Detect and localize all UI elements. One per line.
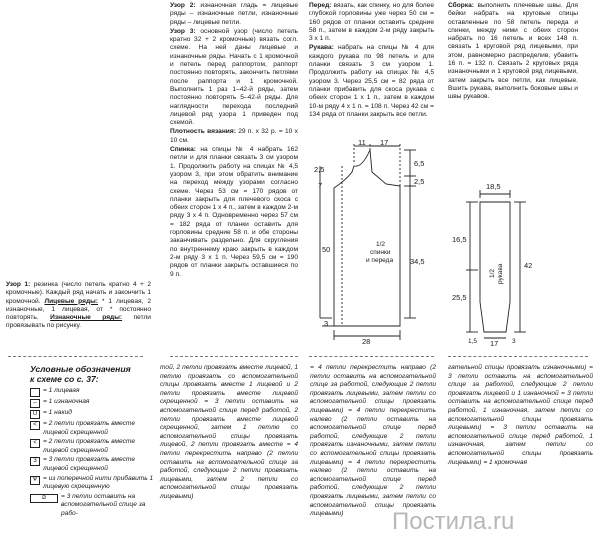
sleeve-dim-left-top: 16,5: [452, 235, 467, 244]
purl-symbol-icon: –: [30, 399, 40, 408]
lic-label: Лицевые ряды:: [44, 297, 98, 305]
legend-item: < = 2 петли провязать вместе лицевой скрещенной: [30, 438, 156, 455]
plotnost-label: Плотность вязания:: [170, 128, 236, 136]
legend-continuation-3: гательной спицы провязать изнаночными) = 3 петли оставить на вспомогательной спице за работой, следующие 2 петли провязать лицевой и 1 изнаночной = 3 петли оставить на вспомогательной спице перед работой, 1 изнаночная, затем петли со вспомогательной спицы провязать лицевыми) = 3 петли оставить на вспомогательной спице перед работой, 1 изнаночная, затем петли со вспомогательной спицы провязать лицевыми) = 1 кромочная: [448, 364, 593, 466]
dim-left-top: 2,5: [314, 165, 325, 174]
uzor2-text: изнаночная гладь = лицевые ряды – изнаночные петли, изнаночные ряды – лицевые петли.: [170, 2, 298, 26]
legend-continuation-1: той, 2 петли провязать вместе лицевой, 1 петлю провязать со вспомогательной спицы провязать вместе 1 лицевой и 2 петли провязать вместе лицевой скрещенной = 3 петли оставить на вспомогательной спице перед работой, 2 петли провязать вместе лицевой скрещенной, затем 1 петлю со вспомогательной спицы провязать лицевой, 2 петли провязать вместе = 4 петли перекрестить направо (2 петли оставить на вспомогательной спице за работой, следующие 2 петли провязать лицевыми, затем 2 петли со вспомогательной спицы провязать лицевыми): [160, 364, 298, 500]
body-pattern-diagram: [314, 140, 432, 346]
increase-symbol-icon: ᗐ: [30, 476, 40, 485]
sleeve-outline: [480, 202, 510, 332]
sleeve-pattern-diagram: [450, 172, 550, 346]
dim-right-top: 6,5: [414, 159, 425, 168]
dim-height-left: 50: [322, 245, 331, 254]
symbol-legend: [30, 364, 156, 520]
dim-bottom-width: 28: [362, 337, 371, 346]
three-together-symbol-icon: 3: [30, 457, 40, 466]
body-outline: [334, 150, 400, 326]
legend-continuation-2: = 4 петли перекрестить направо (2 петли оставить на вспомогательной спице за работой, следующие 2 петли провязать лицевыми, затем петли со вспомогательной спицы провязать лицевыми) = 4 петли перекрестить налево (2 петли оставить на вспомогательной спице перед работой, следующие 2 петли провязать изнаночными, затем петли со вспомогательной спицы провязать лицевыми) = 4 петли перекрестить налево (2 петли оставить на вспомогательной спице перед работой, следующие 2 петли провязать лицевыми, затем петли со вспомогательной спицы провязать лицевыми): [310, 364, 436, 518]
legend-item: U = 1 накид: [30, 409, 156, 419]
separator-line-1: [8, 356, 143, 357]
cable-symbol-icon: ⧄: [30, 494, 58, 503]
uzor1-text: резинка (число петель кратно 4 + 2 кромочные). Каждый ряд начать и закончить 1 кромочной.: [6, 281, 151, 305]
sleeve-dim-left-low: 25,5: [452, 293, 467, 302]
legend-item: ᗐ = из поперечной нити прибавить 1 лицевую скрещенную: [30, 475, 156, 492]
decrease-left-symbol-icon: <: [30, 421, 40, 430]
text-column-3: [309, 2, 434, 120]
sleeve-dim-bottom-right: 3: [512, 338, 516, 345]
sleeve-dim-right: 42: [524, 261, 533, 270]
sleeve-label-rukava: рукава: [497, 263, 504, 284]
watermark-logo: Постила.ru: [392, 508, 515, 535]
dim-bottom-left: 3: [324, 319, 329, 328]
text-column-1: [6, 281, 151, 332]
spinka-label: Спинка:: [170, 146, 196, 154]
legend-item: < = 2 петли провязать вместе лицевой скрещенной: [30, 420, 156, 437]
sleeve-dim-bottom-width: 17: [490, 339, 499, 346]
dim-top-right: 17: [380, 140, 389, 147]
text-column-4: [448, 2, 578, 103]
sleeve-dim-bottom-left: 1,5: [468, 338, 478, 345]
legend-title: Условные обозначения к схеме со с. 37:: [30, 364, 131, 384]
yarn-over-symbol-icon: U: [30, 410, 40, 419]
rukava-label: Рукава:: [309, 44, 334, 52]
rukava-text: набрать на спицы № 4 для каждого рукава по 98 петель и для планки связать 3 см узором 1. Продолжить работу на спицах № 4,5 узором 3. Через 25,5 см = 82 ряда от планки прибавить для скоса рукава с обеих сторон 1 х 1 п., затем в каждом 10-м ряду 4 х 1 п. = 108 п. Через 42 см = 134 ряда от планки закрыть все петли.: [309, 44, 434, 118]
legend-item: 3 = 3 петли провязать вместе лицевой скрещенной: [30, 456, 156, 473]
legend-item: = 1 лицевая: [30, 387, 156, 397]
plotnost-text: 29 п. х 32 р. = 10 х 10 см.: [170, 128, 298, 144]
pered-label: Перед:: [309, 2, 332, 9]
spinka-text: на спицы № 4 набрать 162 петли и для планки связать 3 см узором 1. Продолжить работу на спицах № 4,5 узором 3, при этом обратить внимание на переход между узорами согласно схеме. Через 53 см = 170 рядов от планки закрыть для плечевого скоса с обеих сторон 1 х 4 п., затем в каждом 2-м ряду 3 х 4 п. Одновременно через 57 см = 182 ряда от планки оставить для горловины средние 58 п. и обе стороны заканчивать раздельно. Для скругления по внутреннему краю закрыть в каждом 2-м ряду 3 х 1 п. Через 59,5 см = 190 рядов от планки закрыть оставшиеся по 9 п.: [170, 146, 299, 278]
uzor3-label: Узор 3:: [170, 27, 196, 35]
dim-right-mid: 2,5: [414, 177, 425, 186]
label-i-pereda: и переда: [366, 257, 394, 264]
uzor1-label: Узор 1:: [6, 281, 31, 288]
dim-right-low: 34,5: [410, 257, 425, 266]
label-spinki: спинки: [370, 249, 391, 256]
separator-line-2: [170, 356, 298, 357]
decrease-right-symbol-icon: <: [30, 439, 40, 448]
legend-item: – = 1 изнаночная: [30, 398, 156, 408]
sborka-text: выполнить плечевые швы. Для бейки набрать на круговые спицы оставленные по 58 петель переда и спинки, между ними с обеих сторон набрать по 16 петель и всех 148 п. связать 1 круговой ряд лицевыми, при этом, равномерно распределив, убавить 16 п. = 132 п. Связать 2 круговых ряда изнаночными и 1 круговой ряд лицевыми, затем закрыть все петли, как лицевые. Вшить рукава, выполнить боковые швы и швы рукавов.: [448, 2, 578, 101]
pered-text: вязать, как спинку, но для более глубокой горловины уже через 50 см = 160 рядов от планки оставить средние 58 п., затем в каждом 2-м ряду закрыть 3 х 1 п.: [309, 2, 434, 43]
legend-item: ⧄ = 3 петли оставить на вспомогательной спице за рабо-: [30, 493, 156, 519]
uzor3-text: основной узор (число петель кратно 32 + 2 кромочные) вязать согл. схеме. На ней даны лицевые и изнаночные ряды. Начать с 1 кромочной и петель перед раппортом, раппорт постоянно повторять, закончить петлями после раппорта и 1 кромочной. Выполнить 1 раз 1–42-й ряды, затем постоянно повторять 5–42-й ряды. Для наглядности перехода последний лицевой ряд узора 1 приведен под схемой.: [170, 27, 298, 127]
iz-text: петли провязывать по рисунку.: [6, 314, 151, 330]
dim-left-mid: 7: [318, 181, 323, 190]
dim-top-left: 11: [358, 140, 366, 147]
uzor2-label: Узор 2:: [170, 2, 196, 9]
lic-text: * 1 лицевая, 2 изнаночные, 1 лицевая, от * постоянно повторять.: [6, 297, 151, 322]
separator-line-3: [309, 356, 434, 357]
text-column-2: [170, 2, 298, 280]
label-half: 1/2: [376, 241, 386, 248]
sleeve-dim-top: 18,5: [486, 182, 501, 191]
separator-line-4: [448, 356, 588, 357]
iz-label: Изнаночные ряды:: [50, 314, 123, 322]
sborka-label: Сборка:: [448, 2, 474, 9]
knit-symbol-icon: [30, 388, 40, 397]
sleeve-label-half: 1/2: [489, 268, 496, 278]
